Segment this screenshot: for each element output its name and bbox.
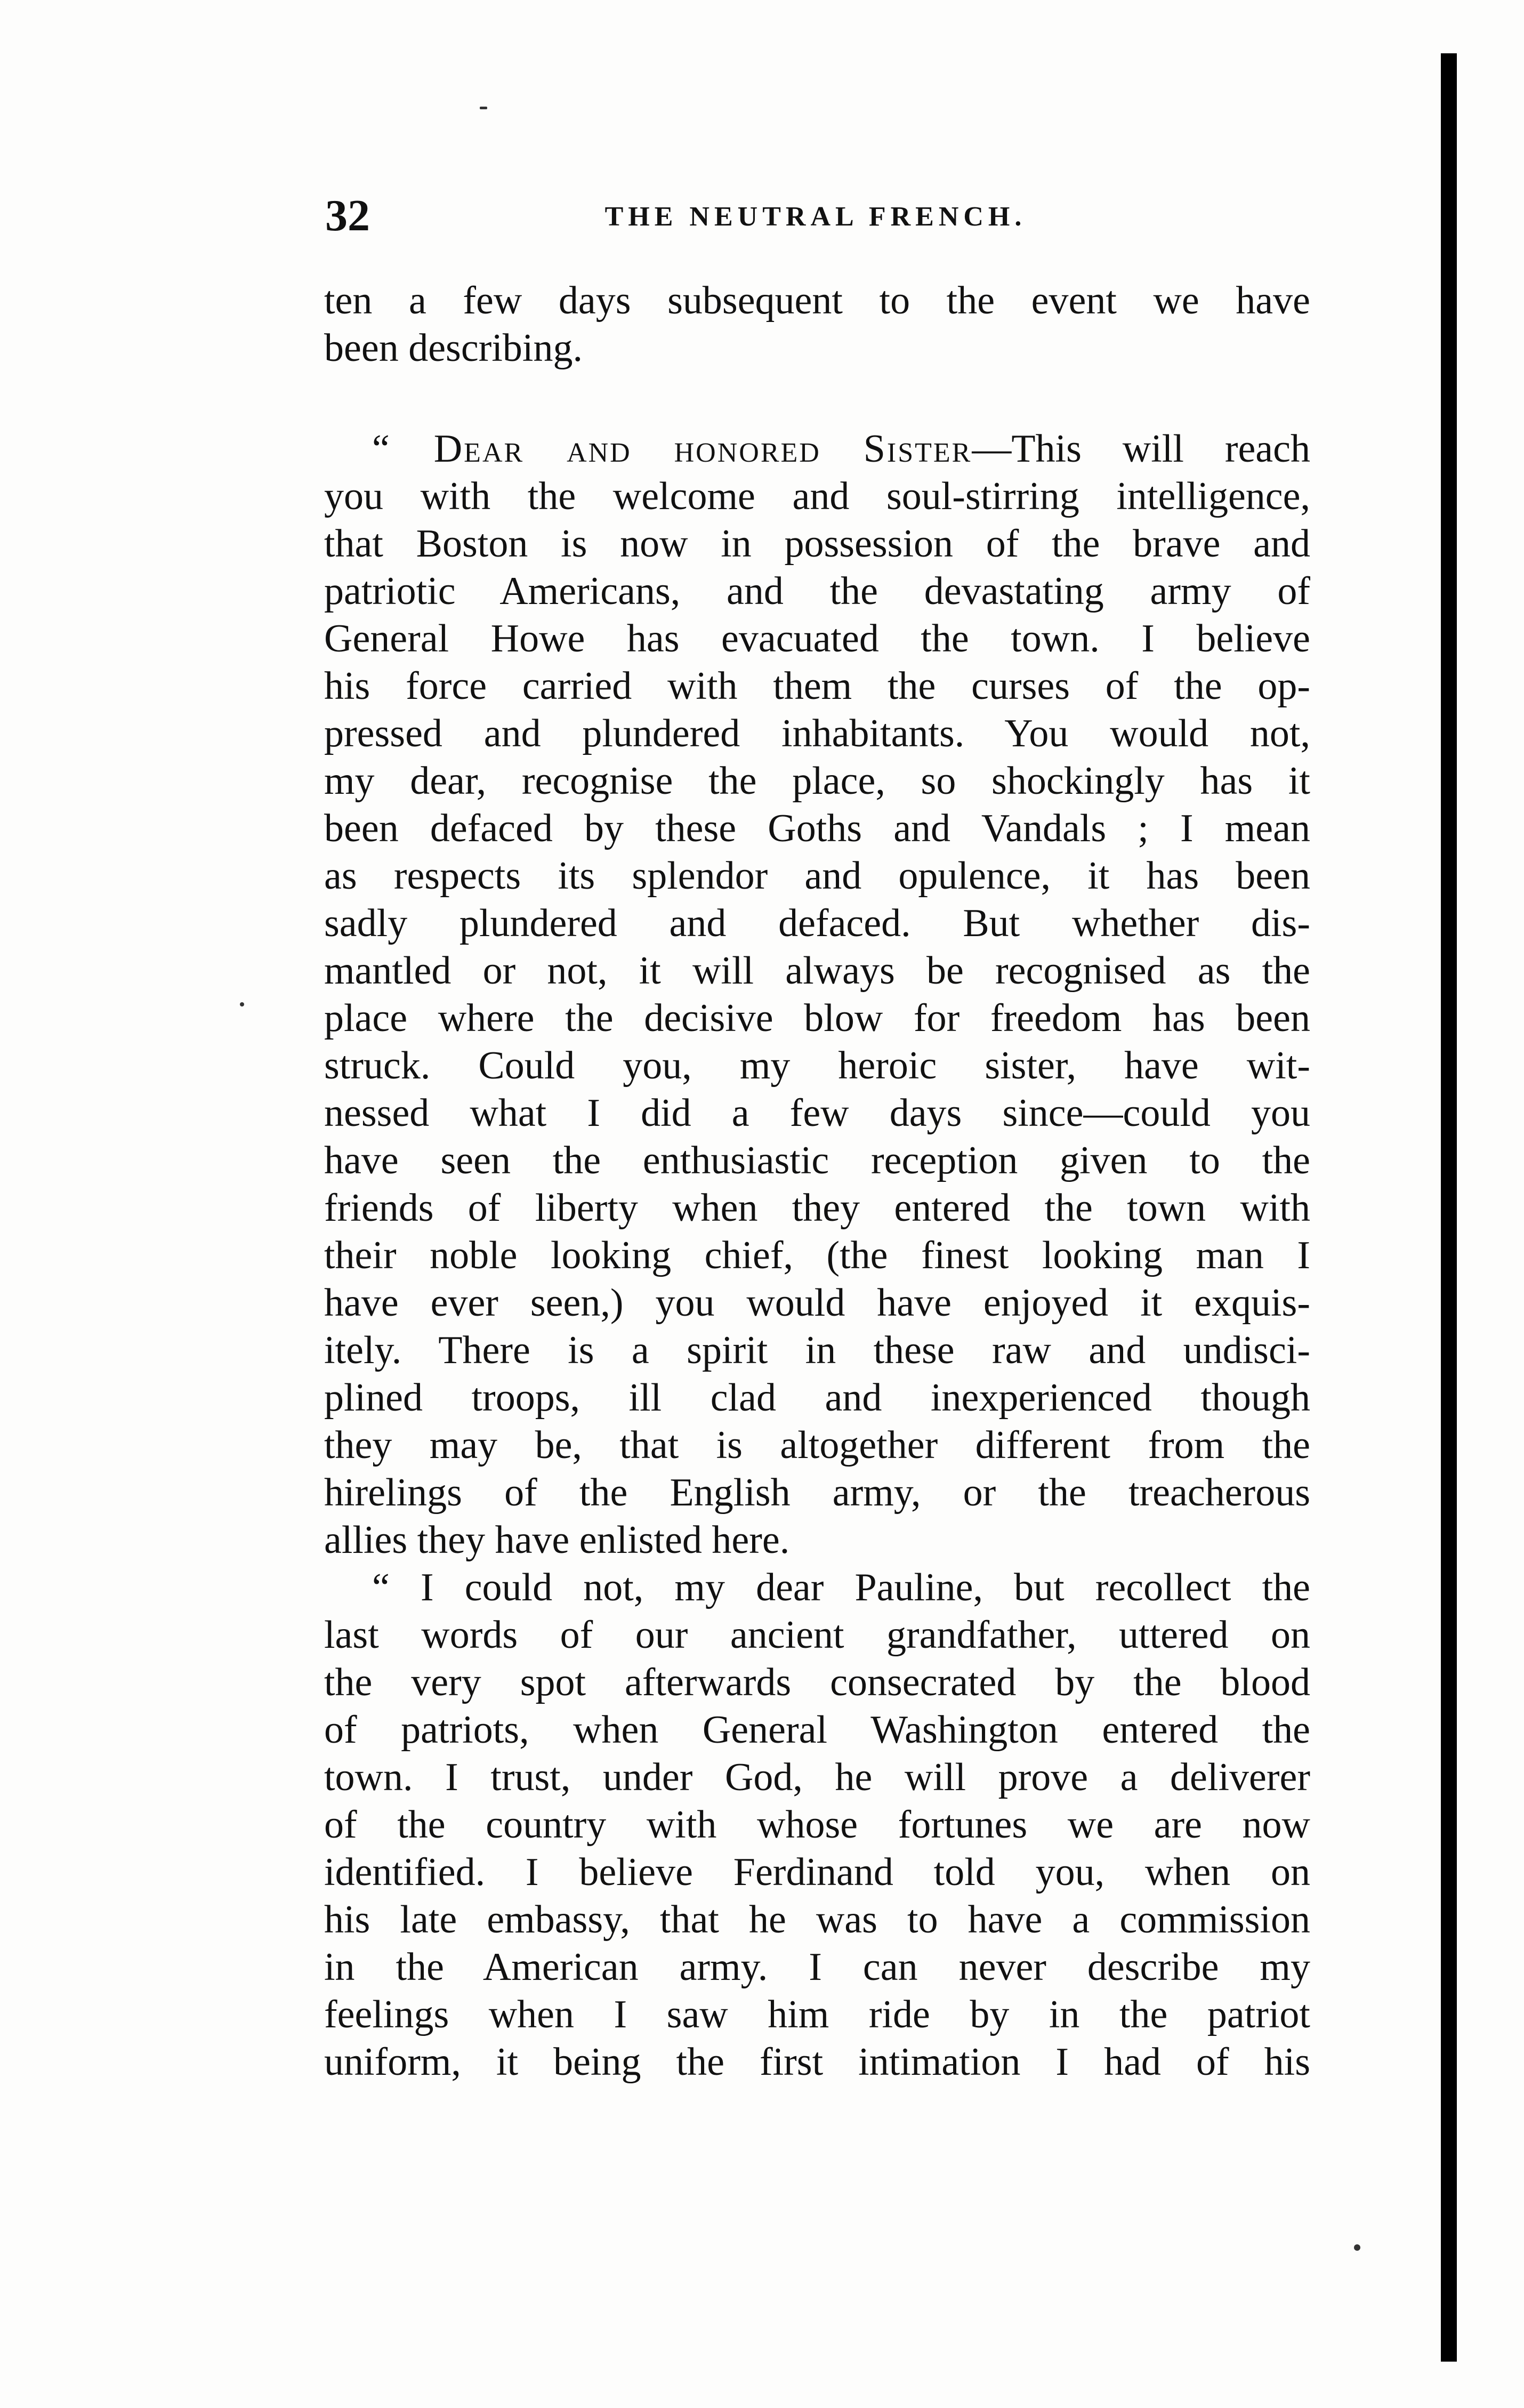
text-line: place where the decisive blow for freedom has been (324, 996, 1310, 1040)
text-line: hirelings of the English army, or the treacherous (324, 1471, 1310, 1515)
text-line: town. I trust, under God, he will prove a deliverer (324, 1755, 1310, 1799)
text-line: as respects its splendor and opulence, it has been (324, 854, 1310, 898)
text-line: have seen the enthusiastic reception given to the (324, 1139, 1310, 1182)
text-line: friends of liberty when they entered the town with (324, 1186, 1310, 1230)
running-title: THE NEUTRAL FRENCH. (604, 202, 1027, 232)
ink-speck (240, 1002, 244, 1006)
text-line: their noble looking chief, (the finest looking man I (324, 1234, 1310, 1277)
text-line: itely. There is a spirit in these raw and undisci- (324, 1328, 1310, 1372)
text-fragment: —This will reach (972, 427, 1310, 471)
body-text (324, 277, 1310, 2086)
text-line: General Howe has evacuated the town. I believe (324, 617, 1310, 661)
text-line: my dear, recognise the place, so shockingly has it (324, 759, 1310, 803)
text-line: in the American army. I can never describe my (324, 1945, 1310, 1989)
text-line: that Boston is now in possession of the brave and (324, 522, 1310, 566)
text-line: allies they have enlisted here. (324, 1518, 790, 1562)
text-line: pressed and plundered inhabitants. You would not, (324, 712, 1310, 755)
text-line: his force carried with them the curses of the op- (324, 664, 1310, 708)
text-line: struck. Could you, my heroic sister, have wit- (324, 1044, 1310, 1088)
paragraph-gap (324, 372, 1310, 425)
text-line: patriotic Americans, and the devastating army of (324, 569, 1310, 613)
text-line: of the country with whose fortunes we are now (324, 1803, 1310, 1847)
text-line: of patriots, when General Washington entered the (324, 1708, 1310, 1752)
text-line: nessed what I did a few days since—could you (324, 1091, 1310, 1135)
letter-salutation: “ Dear and honored Sister (372, 427, 972, 471)
text-line: been defaced by these Goths and Vandals ; I mean (324, 807, 1310, 850)
page-edge-shadow (1441, 53, 1457, 2362)
text-line: they may be, that is altogether different from the (324, 1423, 1310, 1467)
text-line: the very spot afterwards consecrated by the blood (324, 1661, 1310, 1704)
page-number: 32 (325, 191, 370, 240)
page-header (325, 192, 1306, 240)
text-line: identified. I believe Ferdinand told you, when on (324, 1850, 1310, 1894)
text-line: “ I could not, my dear Pauline, but recollect the (372, 1566, 1310, 1609)
text-line: ten a few days subsequent to the event we have (324, 279, 1310, 323)
text-line: feelings when I saw him ride by in the patriot (324, 1993, 1310, 2036)
ink-speck (1354, 2244, 1360, 2251)
text-line: have ever seen,) you would have enjoyed it exquis- (324, 1281, 1310, 1325)
letter-opening-line (324, 425, 1310, 473)
text-line: sadly plundered and defaced. But whether dis- (324, 901, 1310, 945)
text-line: uniform, it being the first intimation I had of his (324, 2040, 1310, 2084)
ink-speck (480, 107, 487, 109)
text-line: been describing. (324, 326, 583, 370)
text-line: his late embassy, that he was to have a commission (324, 1898, 1310, 1942)
text-line: mantled or not, it will always be recognised as the (324, 949, 1310, 993)
text-line: plined troops, ill clad and inexperienced though (324, 1376, 1310, 1420)
text-line: last words of our ancient grandfather, uttered on (324, 1613, 1310, 1657)
text-line: you with the welcome and soul-stirring intelligence, (324, 474, 1310, 518)
